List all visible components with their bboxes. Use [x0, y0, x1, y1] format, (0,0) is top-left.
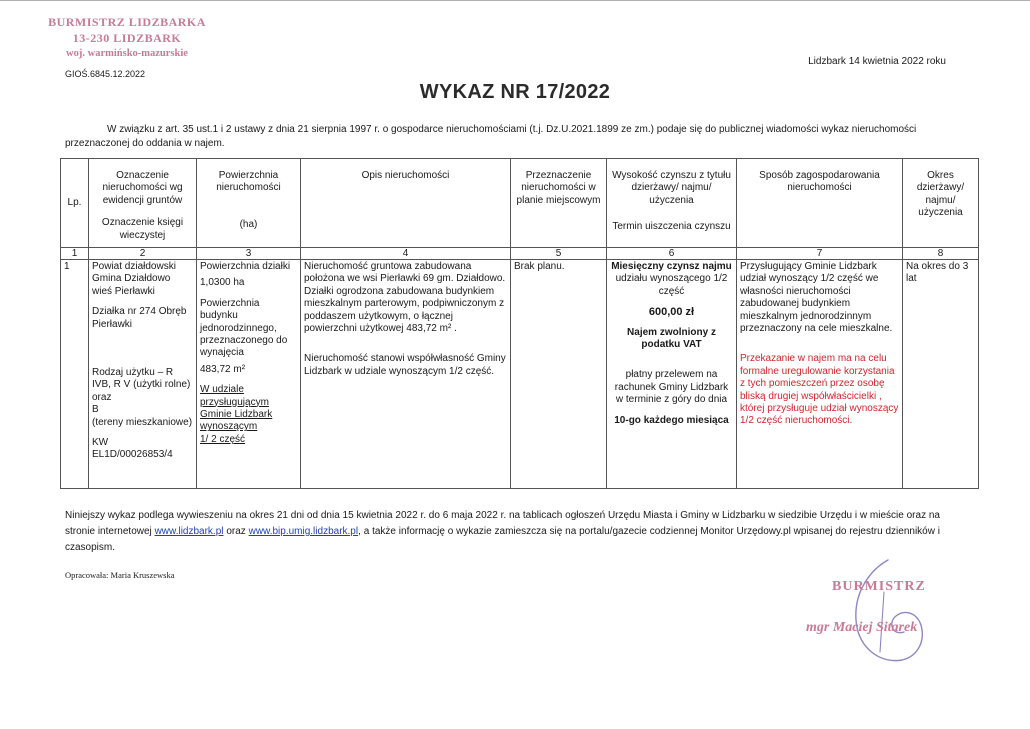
plot-area-label: Powierzchnia działki [200, 261, 291, 272]
header-management-text: Sposób zagospodarowania nieruchomości [759, 170, 880, 194]
table-row [61, 260, 979, 489]
header-description [301, 159, 511, 248]
location-text: Powiat działdowski Gmina Działdowo wieś Pierławki [92, 261, 176, 297]
link-bip[interactable]: www.bip.umig.lidzbark.pl [248, 526, 359, 537]
rent-amount: 600,00 zł [648, 306, 695, 319]
column-number: 8 [903, 248, 979, 260]
land-use-text: Rodzaj użytku – R IVB, R V (użytki rolne) oraz [92, 367, 191, 403]
footer-text-1: Niniejszy wykaz podlega wywieszeniu na okres 21 dni od dnia 15 kwietnia 2022 r. do 6 maja 2022 r. na tablicach ogłoszeń Urzędu Miasta i Gminy w Lidzbarku w siedzibie Urzędu i w mieście oraz na stronie internetowej [65, 510, 940, 537]
cell-plan: Brak planu. [511, 260, 607, 489]
cell-management [737, 260, 903, 489]
reference-number: GIOŚ.6845.12.2022 [65, 69, 146, 79]
payment-deadline: 10-go każdego miesiąca [614, 414, 729, 426]
column-number-row [61, 248, 979, 260]
stamp-line-3: woj. warmińsko-mazurskie [66, 48, 188, 59]
payment-terms: płatny przelewem na rachunek Gminy Lidzbark w terminie z góry do dnia [614, 369, 729, 406]
stamp-line-2: 13-230 LIDZBARK [72, 31, 182, 45]
building-area-label: Powierzchnia budynku jednorodzinnego, przeznaczonego do wynajęcia [200, 297, 288, 359]
column-number: 2 [89, 248, 197, 260]
plot-area-value: 1,0300 ha [200, 277, 245, 289]
place-and-date: Lidzbark 14 kwietnia 2022 roku [808, 56, 946, 67]
header-rent-term: Termin uiszczenia czynszu [612, 221, 731, 233]
column-number: 1 [61, 248, 89, 260]
link-lidzbark[interactable]: www.lidzbark.pl [154, 526, 224, 537]
signatory-name: mgr Maciej Sitarek [806, 620, 918, 635]
header-description-text: Opis nieruchomości [361, 170, 450, 181]
header-land-register: Oznaczenie księgi wieczystej [101, 217, 184, 241]
management-text: Przysługujący Gminie Lidzbark udział wynoszący 1/2 część we własności nieruchomości zabudowanej budynkiem mieszkalnym jednorodzinnym przeznaczony na cele mieszkalne. [740, 261, 893, 335]
cell-area [197, 260, 301, 489]
header-management [737, 159, 903, 248]
top-rule [0, 0, 1030, 1]
column-number: 4 [301, 248, 511, 260]
share-value: 1/ 2 część [200, 433, 246, 445]
column-number: 7 [737, 248, 903, 260]
header-lp-text: Lp. [67, 196, 82, 208]
header-plan-text: Przeznaczenie nieruchomości w planie miejscowym [516, 170, 601, 206]
header-lp [61, 159, 89, 248]
handwritten-signature [840, 552, 930, 672]
ownership-text: Nieruchomość stanowi współwłasność Gminy Lidzbark w udziale wynoszącym 1/2 część. [304, 353, 506, 377]
building-area-value: 483,72 m² [200, 363, 246, 375]
cell-designation [89, 260, 197, 489]
purpose-note: Przekazanie w najem ma na celu formalne uregulowanie korzystania z tych pomieszczeń przez osobę bliską drugiej współwłaścicielki , której przysługuje udział wynoszący 1/2 część nieruchomości. [740, 353, 899, 427]
kw-label: KW [92, 437, 109, 449]
cell-rent [607, 260, 737, 489]
column-number: 5 [511, 248, 607, 260]
header-plan [511, 159, 607, 248]
header-designation-main: Oznaczenie nieruchomości wg ewidencji gruntów [102, 170, 183, 206]
stamp-line-1: BURMISTRZ LIDZBARKA [48, 15, 206, 29]
land-use-desc: (tereny mieszkaniowe) [92, 416, 193, 428]
signatory-title: BURMISTRZ [832, 579, 926, 594]
footer-text-2: oraz [223, 526, 249, 537]
share-text: W udziale przysługującym Gminie Lidzbark wynoszącym [200, 384, 273, 433]
description-text: Nieruchomość gruntowa zabudowana położona we wsi Pierławki 69 gm. Działdowo. Działki ogrodzona zabudowana budynkiem mieszkalnym parterowym, podpiwniczonym z poddaszem użytkowym, o łącznej powierzchni użytkowej 483,72 m² . [304, 261, 506, 335]
header-area-unit: (ha) [239, 218, 258, 230]
header-area [197, 159, 301, 248]
kw-number: EL1D/00026853/4 [92, 449, 173, 461]
parcel-text: Działka nr 274 Obręb Pierławki [92, 306, 187, 330]
rent-share: udziału wynoszącego 1/2 część [615, 273, 728, 297]
prepared-by: Opracowała: Maria Kruszewska [65, 570, 175, 580]
cell-period: Na okres do 3 lat [903, 260, 979, 489]
footer-paragraph [65, 508, 940, 556]
document-title: WYKAZ NR 17/2022 [419, 81, 611, 103]
land-use-code: B [92, 404, 99, 416]
cell-description [301, 260, 511, 489]
header-area-main: Powierzchnia nieruchomości [216, 170, 281, 194]
cell-lp: 1 [61, 260, 89, 489]
column-number: 3 [197, 248, 301, 260]
property-table [60, 158, 979, 489]
intro-paragraph: W związku z art. 35 ust.1 i 2 ustawy z dnia 21 sierpnia 1997 r. o gospodarce nieruchomościami (t.j. Dz.U.2021.1899 ze zm.) podaje się do publicznej wiadomości wykaz nieruchomości przeznaczonej do oddania w najem. [65, 124, 917, 149]
vat-exemption: Najem zwolniony z podatku VAT [627, 326, 716, 351]
table-header-row [61, 159, 979, 248]
footer-text-3: , a także informację o wykazie zamieszcza się na portalu/gazecie codziennej Monitor Urzędowy.pl wpisanej do rejestru dzienników i czasopism. [65, 526, 940, 553]
header-rent-main: Wysokość czynszu z tytułu dzierżawy/ najmu/ użyczenia [612, 170, 731, 206]
header-period-text: Okres dzierżawy/ najmu/ użyczenia [916, 170, 965, 219]
column-number: 6 [607, 248, 737, 260]
office-stamp [42, 15, 212, 59]
header-period [903, 159, 979, 248]
header-designation [89, 159, 197, 248]
rent-heading: Miesięczny czynsz najmu [611, 261, 732, 272]
header-rent [607, 159, 737, 248]
